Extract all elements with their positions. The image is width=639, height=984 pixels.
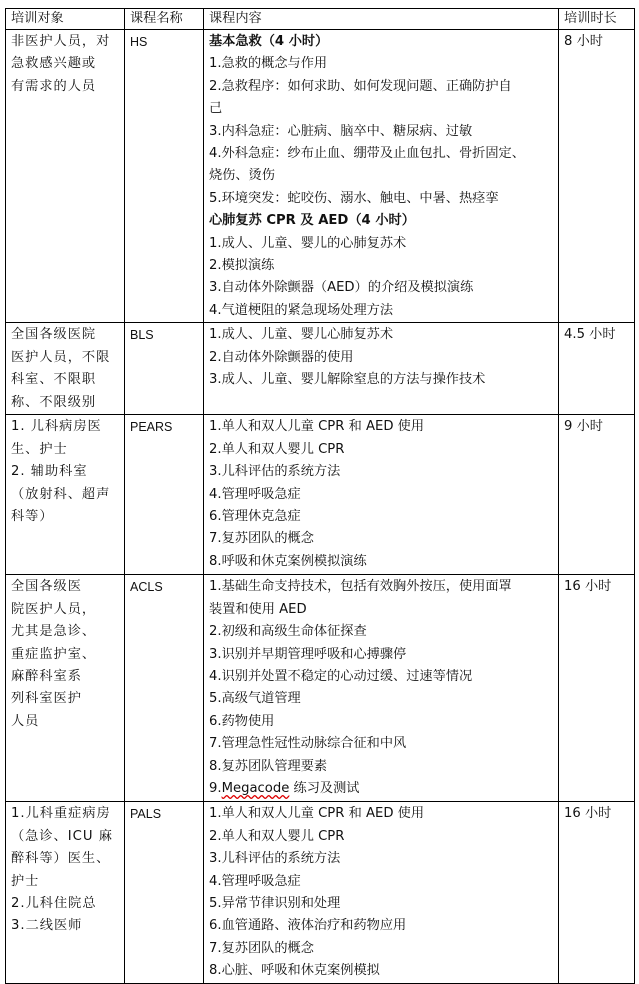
content-item: 装置和使用 AED [209,601,307,617]
content-item: 1.成人、儿童、婴儿心肺复苏术 [209,327,394,343]
duration-value: 4.5 小时 [564,327,616,343]
duration-cell [559,575,635,802]
content-item: 3.识别并早期管理呼吸和心搏骤停 [209,646,407,662]
header-row [6,9,635,30]
content-item: 2.单人和双人婴儿 CPR [209,441,345,457]
course-content-cell [204,30,559,323]
content-item: 4.外科急症：纱布止血、绷带及止血包扎、骨折固定、 [209,146,525,162]
content-item: 1.单人和双人儿童 CPR 和 AED 使用 [209,806,425,822]
target-line: 全国各级医 [11,579,82,595]
target-line: （急诊、ICU 麻 [11,828,113,844]
course-code: PALS [130,807,162,822]
course-code: PEARS [130,420,173,435]
content-item: 烧伤、烫伤 [209,168,275,184]
table-row [6,30,635,323]
content-item: 8.心脏、呼吸和休克案例模拟 [209,963,380,979]
target-line: 人员 [11,713,40,729]
target-line: 重症监护室、 [11,646,97,662]
target-line: 尤其是急诊、 [11,624,97,640]
content-item: 4.管理呼吸急症 [209,873,301,889]
target-line: 麻醉科室系 [11,668,82,684]
content-item: 8.呼吸和休克案例模拟演练 [209,553,367,569]
course-name-cell [125,575,204,802]
content-item: 2.初级和高级生命体征探查 [209,624,367,640]
target-line: 科室、不限职 [11,372,97,388]
course-code: ACLS [130,580,163,595]
duration-cell [559,802,635,984]
content-section-title: 基本急救（4 小时） [209,34,329,49]
duration-value: 8 小时 [564,34,603,49]
content-item: 3.儿科评估的系统方法 [209,464,341,480]
course-name-cell [125,415,204,575]
duration-value: 9 小时 [564,419,603,435]
target-line: 有需求的人员 [11,78,97,94]
target-line: 急救感兴趣或 [11,56,97,72]
content-item: 4.气道梗阻的紧急现场处理方法 [209,302,394,318]
target-cell [6,575,125,802]
content-item: 1.急救的概念与作用 [209,56,328,72]
content-item: 7.管理急性冠性动脉综合征和中风 [209,736,407,752]
content-item: 2.自动体外除颤器的使用 [209,349,354,365]
content-item: 2.模拟演练 [209,258,275,274]
content-item: 8.复苏团队管理要素 [209,758,328,774]
course-code: BLS [130,328,154,343]
content-item: 7.复苏团队的概念 [209,531,314,547]
course-content-cell [204,575,559,802]
course-content-cell [204,323,559,415]
duration-cell [559,323,635,415]
header-target: 培训对象 [6,9,125,30]
target-cell [6,323,125,415]
content-item: 己 [209,101,223,117]
target-line: 1.儿科重症病房 [11,806,111,822]
target-line: 醉科等）医生、 [11,851,111,867]
content-item: 6.管理休克急症 [209,508,301,524]
content-item: 5.高级气道管理 [209,691,301,707]
table-row [6,575,635,802]
duration-cell [559,415,635,575]
content-item: 5.异常节律识别和处理 [209,895,341,911]
content-item: 4.识别并处置不稳定的心动过缓、过速等情况 [209,668,473,684]
target-line: 院医护人员， [11,601,97,617]
target-line: 3.二线医师 [11,918,83,934]
target-line: 生、护士 [11,441,68,457]
target-line: 1. 儿科病房医 [11,419,102,435]
course-name-cell [125,30,204,323]
duration-cell [559,30,635,323]
course-name-cell [125,323,204,415]
content-section-title: 心肺复苏 CPR 及 AED（4 小时） [209,213,415,229]
target-line: 2. 辅助科室 [11,464,88,480]
header-course-name: 课程名称 [125,9,204,30]
target-line: （放射科、超声 [11,486,111,502]
target-line: 护士 [11,873,40,889]
course-name-cell [125,802,204,984]
content-item: 3.成人、儿童、婴儿解除窒息的方法与操作技术 [209,372,486,388]
course-content-cell [204,415,559,575]
target-line: 2.儿科住院总 [11,895,97,911]
course-content-cell [204,802,559,984]
target-cell [6,415,125,575]
target-cell [6,802,125,984]
header-duration: 培训时长 [559,9,635,30]
content-item: 1.基础生命支持技术，包括有效胸外按压，使用面罩 [209,579,512,595]
course-code: HS [130,35,148,49]
content-item: 7.复苏团队的概念 [209,940,314,956]
content-item: 1.成人、儿童、婴儿的心肺复苏术 [209,235,407,251]
content-item: 3.内科急症：心脏病、脑卒中、糖尿病、过敏 [209,123,473,139]
target-line: 称、不限级别 [11,394,97,410]
content-item: 4.管理呼吸急症 [209,486,301,502]
target-line: 列科室医护 [11,691,82,707]
table-row [6,415,635,575]
target-line: 全国各级医院 [11,327,97,343]
content-item: 6.药物使用 [209,713,275,729]
content-item: 9.Megacode 练习及测试 [209,780,360,796]
content-item: 2.急救程序：如何求助、如何发现问题、正确防护自 [209,78,512,94]
target-line: 非医护人员，对 [11,34,111,49]
header-course-content: 课程内容 [204,9,559,30]
content-item: 1.单人和双人儿童 CPR 和 AED 使用 [209,419,425,435]
content-item: 6.血管通路、液体治疗和药物应用 [209,918,407,934]
target-line: 科等） [11,508,54,524]
table-row [6,323,635,415]
training-course-table [5,8,635,984]
content-item: 5.环境突发：蛇咬伤、溺水、触电、中暑、热痉挛 [209,190,499,206]
duration-value: 16 小时 [564,579,612,595]
spellcheck-flag: Megacode [221,780,290,796]
content-item: 2.单人和双人婴儿 CPR [209,828,345,844]
target-line: 医护人员，不限 [11,349,111,365]
content-item: 3.儿科评估的系统方法 [209,851,341,867]
content-item: 3.自动体外除颤器（AED）的介绍及模拟演练 [209,280,474,296]
table-row [6,802,635,984]
duration-value: 16 小时 [564,806,612,822]
target-cell [6,30,125,323]
